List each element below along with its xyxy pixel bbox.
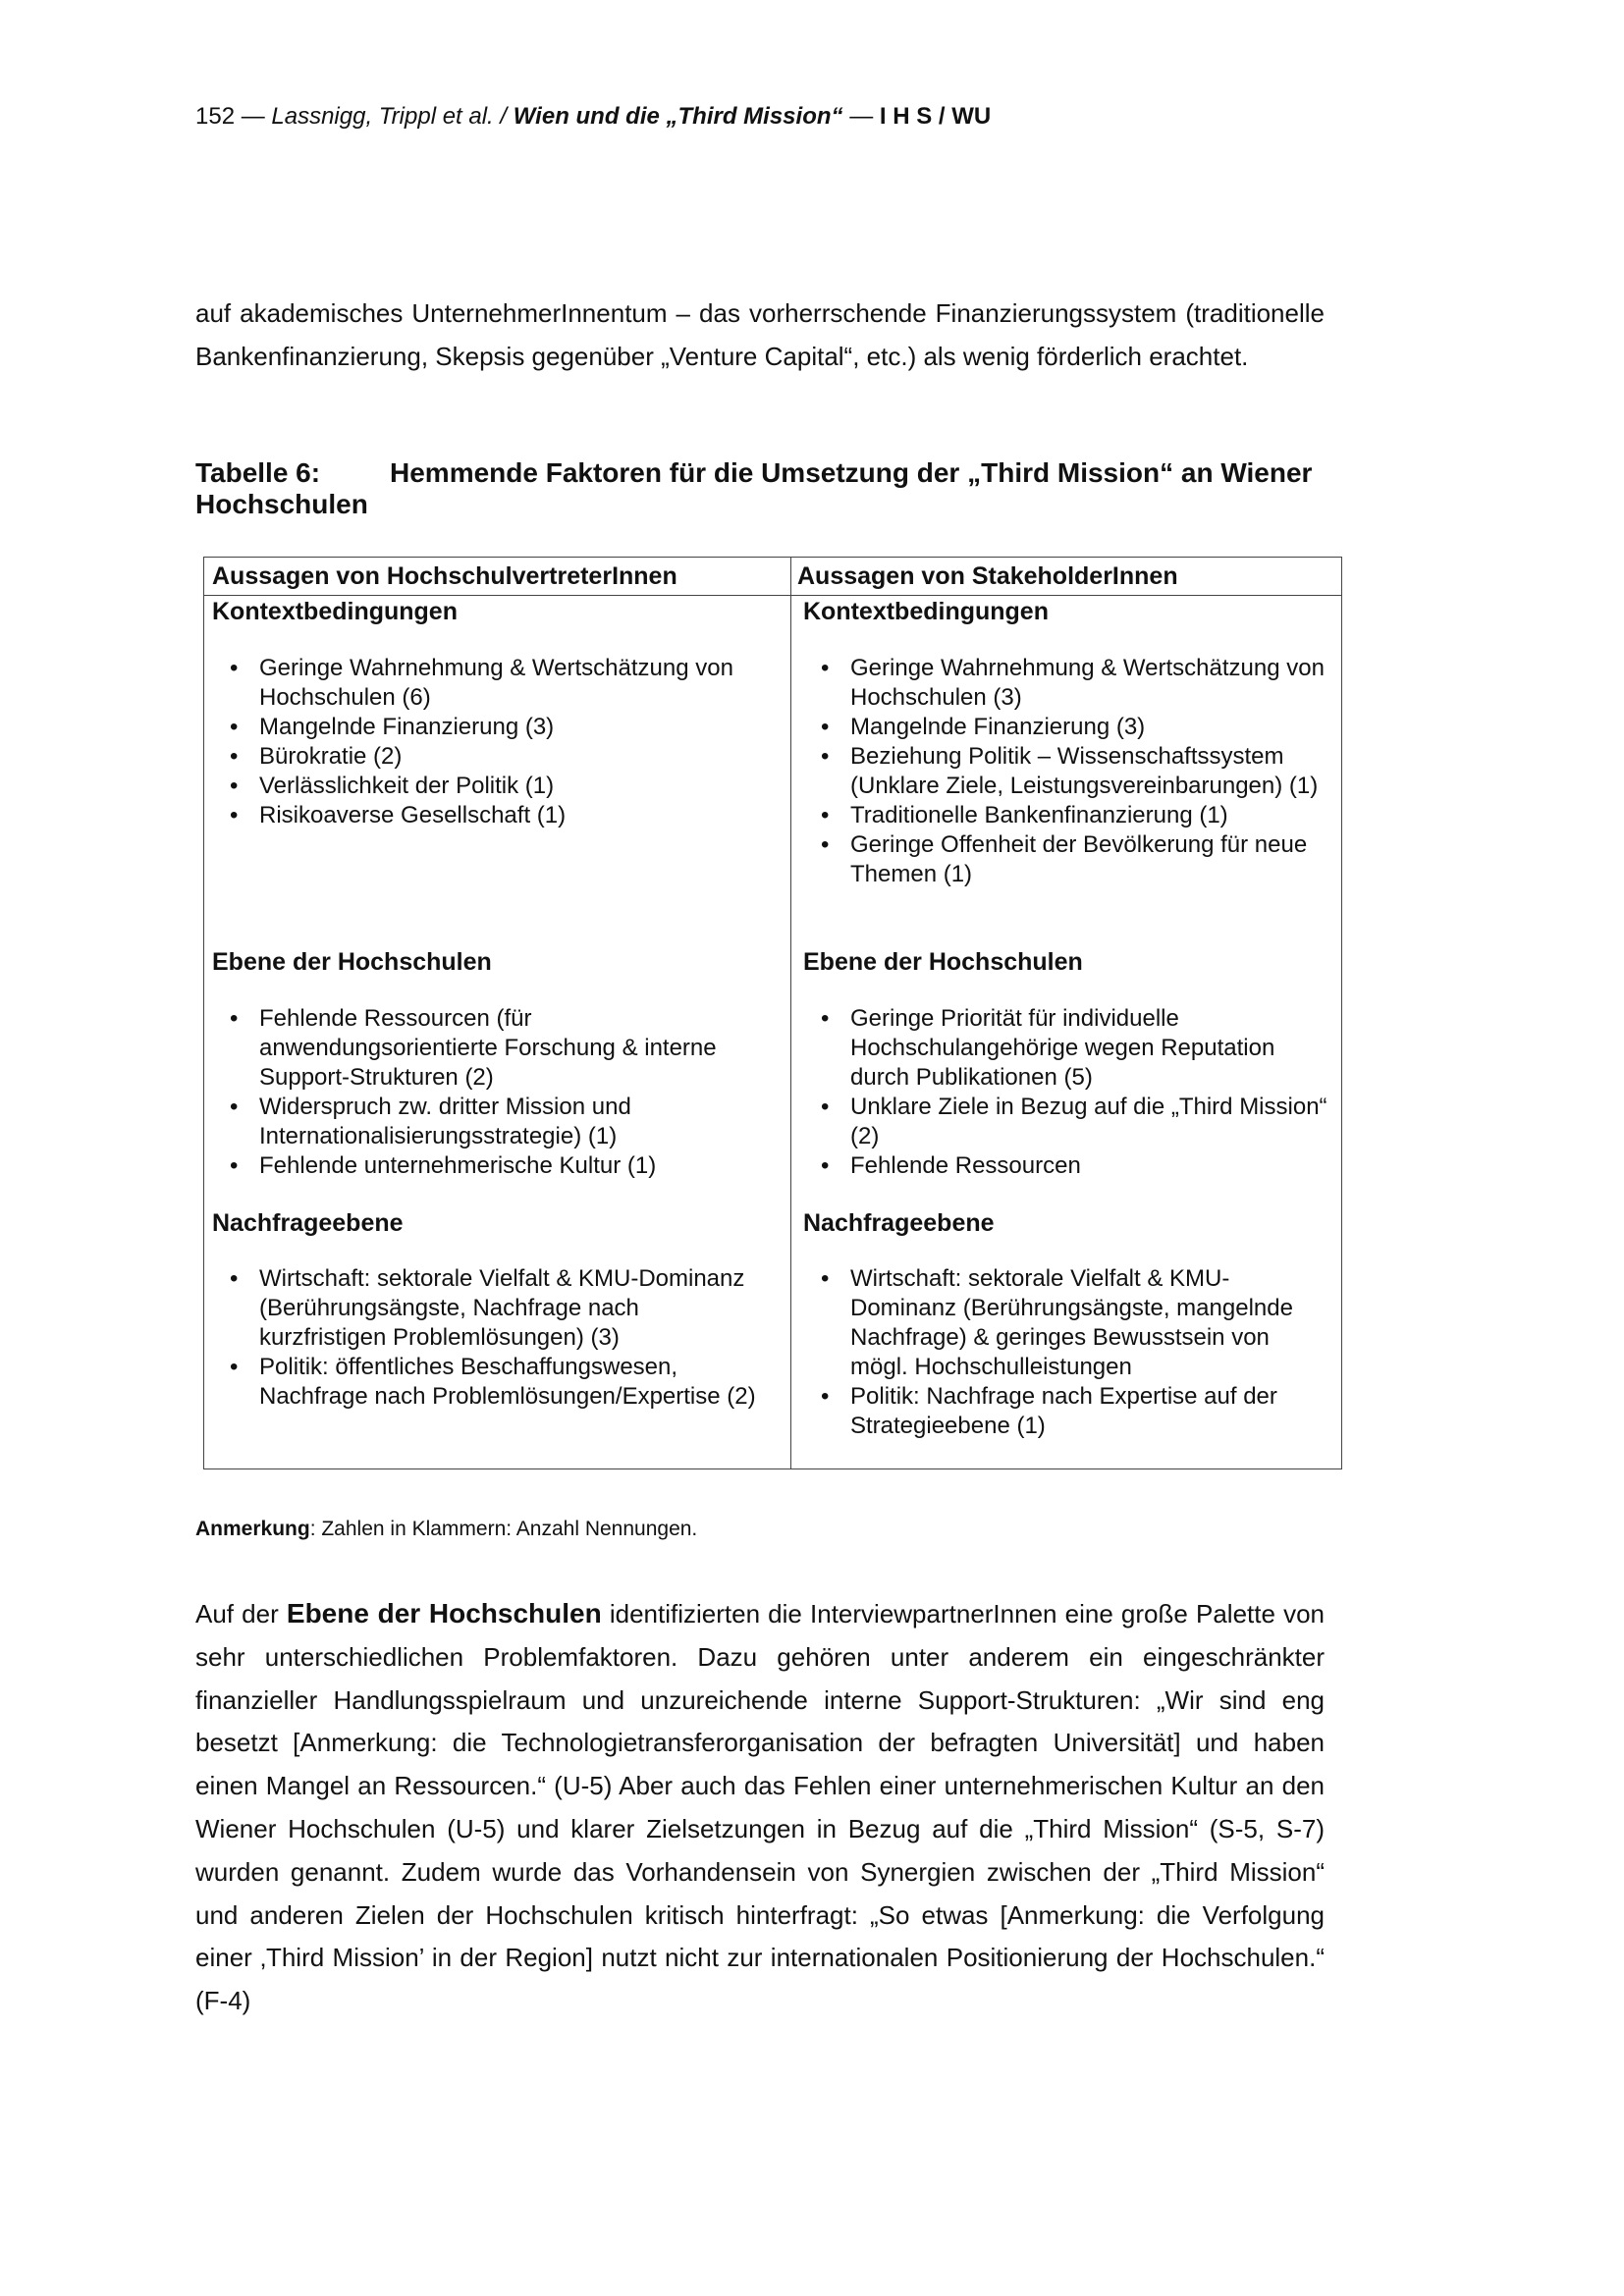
list-item: • Geringe Wahrnehmung & Wertschätzung von Hochschulen (6) [212,654,772,713]
left-nachfrage-title: Nachfrageebene [212,1209,404,1237]
list-item: • Wirtschaft: sektorale Vielfalt & KMU-Dominanz (Berührungsängste, Nachfrage nach kurzfristigen Problemlösungen) (3) [212,1264,772,1353]
list-item: • Verlässlichkeit der Politik (1) [212,772,772,801]
column-header-left: Aussagen von HochschulvertreterInnen [212,562,677,590]
header-dash: — [241,103,265,130]
list-item: • Risikoaverse Gesellschaft (1) [212,801,772,830]
list-item: • Fehlende Ressourcen (für anwendungsorientierte Forschung & interne Support-Strukturen (2) [212,1004,772,1093]
right-kontext-title: Kontextbedingungen [803,598,1049,625]
column-divider [790,558,791,1468]
right-kontext-list [803,654,1333,889]
list-item: • Beziehung Politik – Wissenschaftssystem (Unklare Ziele, Leistungsvereinbarungen) (1) [803,742,1333,801]
header-title: Wien und die „Third Mission“ [513,103,843,130]
body-emphasis: Ebene der Hochschulen [286,1598,602,1629]
list-item: • Unklare Ziele in Bezug auf die „Third Mission“ (2) [803,1093,1333,1151]
header-authors: Lassnigg, Trippl et al. / [271,103,508,130]
note-label: Anmerkung [195,1518,310,1540]
column-header-right: Aussagen von StakeholderInnen [797,562,1178,590]
header-institutions: I H S / WU [879,103,992,130]
intro-paragraph: auf akademisches UnternehmerInnentum – das vorherrschende Finanzierungssystem (traditionelle Bankenfinanzierung, Skepsis gegenüber „Venture Capital“, etc.) als wenig förderlich erachtet. [195,298,1325,371]
list-item: • Politik: öffentliches Beschaffungswesen, Nachfrage nach Problemlösungen/Expertise (2) [212,1353,772,1412]
list-item: • Geringe Priorität für individuelle Hochschulangehörige wegen Reputation durch Publikationen (5) [803,1004,1333,1093]
list-item: • Politik: Nachfrage nach Expertise auf der Strategieebene (1) [803,1382,1333,1441]
list-item: • Bürokratie (2) [212,742,772,772]
header-divider [204,595,1341,596]
header-dash-2: — [849,103,874,130]
running-header [195,102,1423,132]
list-item: • Widerspruch zw. dritter Mission und Internationalisierungsstrategie) (1) [212,1093,772,1151]
table-caption [195,457,1325,520]
list-item: • Wirtschaft: sektorale Vielfalt & KMU-Dominanz (Berührungsängste, mangelnde Nachfrage) & geringes Bewusstsein von mögl. Hochschulleistungen [803,1264,1333,1382]
list-item: • Geringe Offenheit der Bevölkerung für neue Themen (1) [803,830,1333,889]
list-item: • Geringe Wahrnehmung & Wertschätzung von Hochschulen (3) [803,654,1333,713]
left-kontext-list [212,654,772,830]
note-text: : Zahlen in Klammern: Anzahl Nennungen. [309,1518,698,1540]
list-item: • Mangelnde Finanzierung (3) [803,713,1333,742]
right-ebene-title: Ebene der Hochschulen [803,948,1083,976]
table-title: Hemmende Faktoren für die Umsetzung der „Third Mission“ an Wiener Hochschulen [195,457,1313,519]
body-paragraph [195,1592,1325,2023]
table-note [195,1517,697,1542]
list-item: • Mangelnde Finanzierung (3) [212,713,772,742]
left-nachfrage-list [212,1264,772,1412]
left-ebene-title: Ebene der Hochschulen [212,948,492,976]
list-item: • Traditionelle Bankenfinanzierung (1) [803,801,1333,830]
list-item: • Fehlende Ressourcen [803,1151,1333,1181]
right-nachfrage-title: Nachfrageebene [803,1209,995,1237]
body-text-rest: identifizierten die InterviewpartnerInnen eine große Palette von sehr unterschiedlichen Problemfaktoren. Dazu gehören unter anderem ein eingeschränkter finanzieller Handlungsspielraum und unzureichende interne Support-Strukturen: „Wir sind eng besetzt [Anmerkung: die Technologietransferorganisation der befragten Universität] und haben einen Mangel an Ressourcen.“ (U-5) Aber auch das Fehlen einer unternehmerischen Kultur an den Wiener Hochschulen (U-5) und klarer Zielsetzungen in Bezug auf die „Third Mission“ (S-5, S-7) wurden genannt. Zudem wurde das Vorhandensein von Synergien zwischen der „Third Mission“ und anderen Zielen der Hochschulen kritisch hinterfragt: „So etwas [Anmerkung: die Verfolgung einer ‚Third Mission’ in der Region] nutzt nicht zur internationalen Positionierung der Hochschulen.“ (F-4) [195,1599,1325,2016]
table-label: Tabelle 6: [195,457,321,488]
left-kontext-title: Kontextbedingungen [212,598,458,625]
page-number: 152 [195,103,236,130]
right-ebene-list [803,1004,1333,1181]
left-ebene-list [212,1004,772,1181]
factors-table [203,557,1342,1469]
body-text-start: Auf der [195,1599,287,1629]
right-nachfrage-list [803,1264,1333,1441]
list-item: • Fehlende unternehmerische Kultur (1) [212,1151,772,1181]
